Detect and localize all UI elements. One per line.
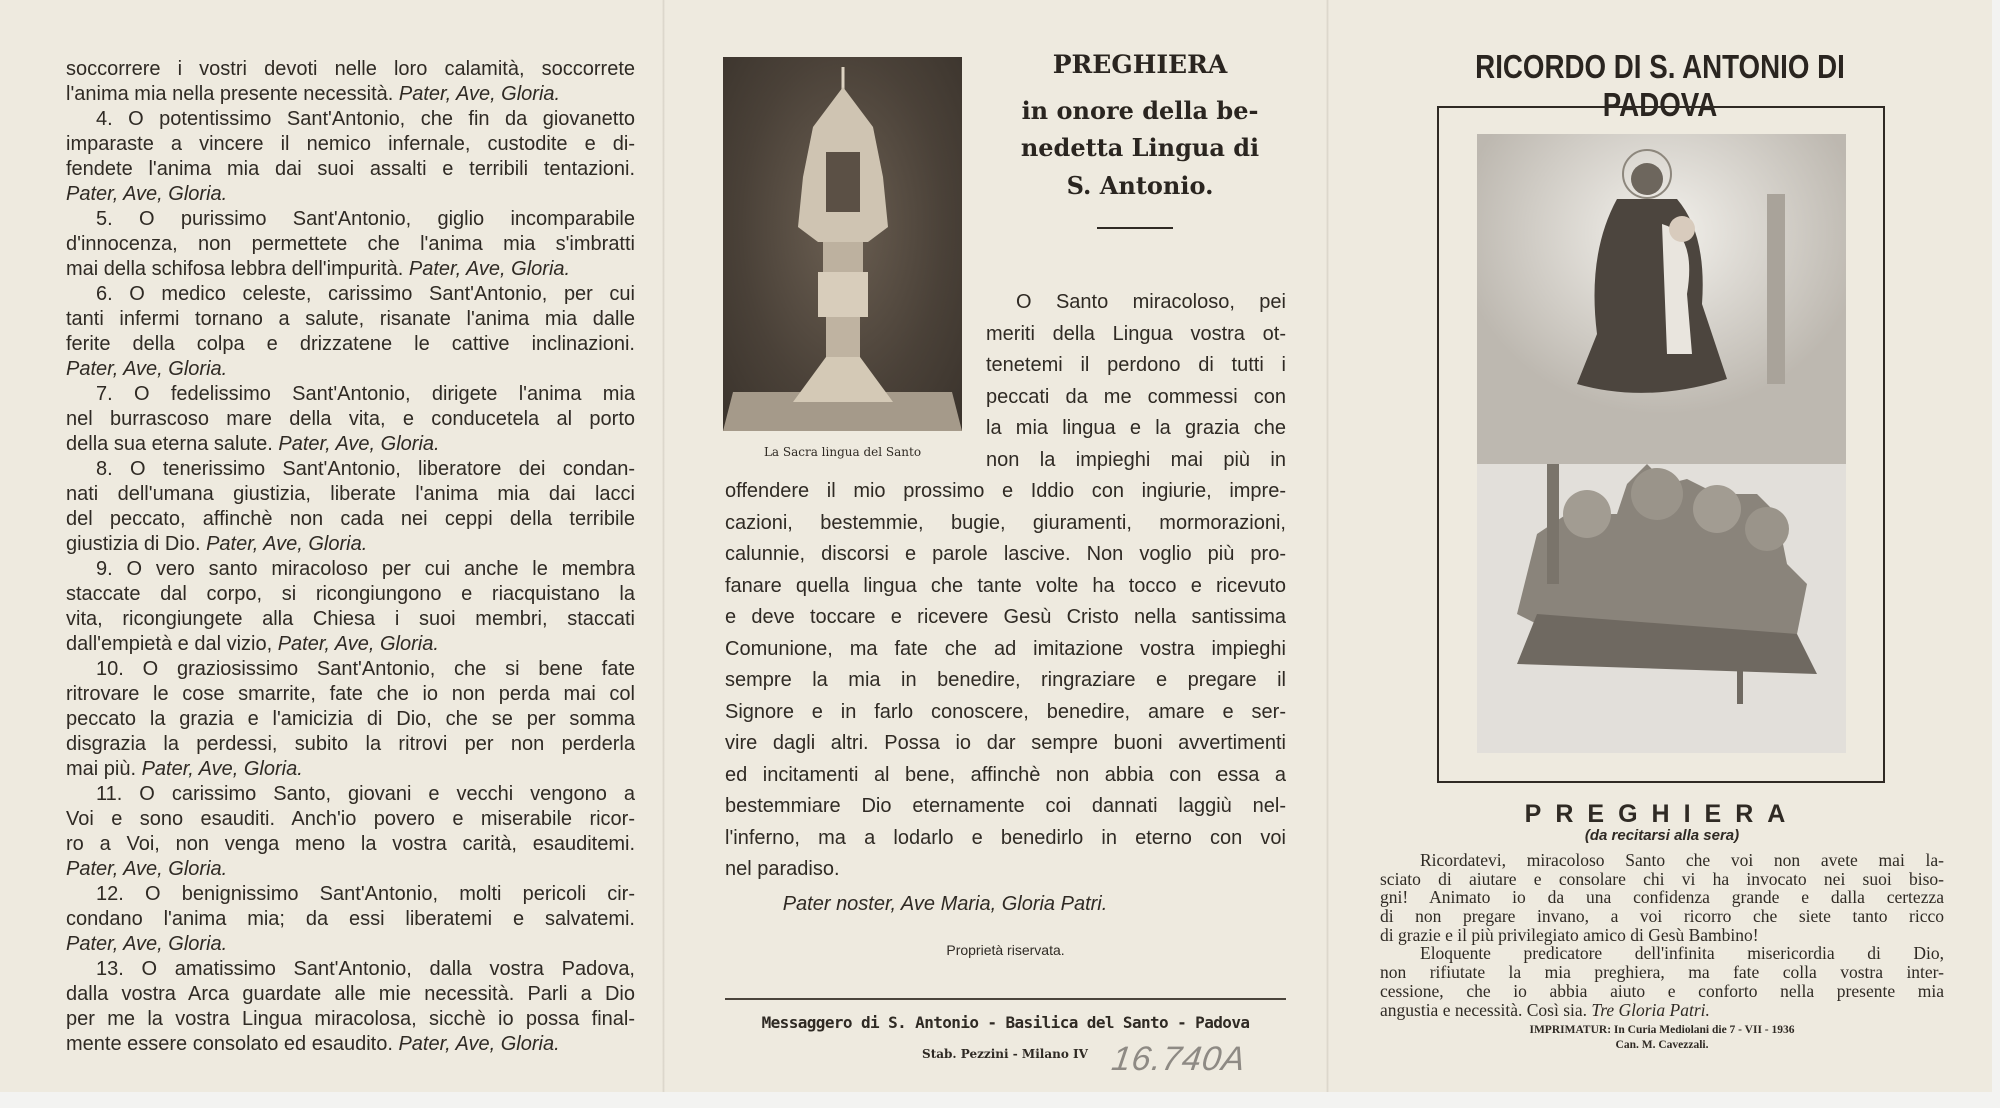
text-line: calunnie, discorsi e parole lascive. Non voglio più pro-	[725, 543, 1286, 565]
line-text: peccato la grazia e l'amicizia di Dio, che se per somma	[66, 708, 635, 730]
line-text: vita, ricongiungete alla Chiesa i suoi membri, staccati	[66, 608, 635, 630]
line-text: ro a Voi, non venga meno la vostra carità, esauditemi.	[66, 833, 635, 855]
text-line	[66, 132, 635, 157]
closing-prayer: Pater noster, Ave Maria, Gloria Patri.	[782, 893, 1108, 915]
line-text: 7. O fedelissimo Sant'Antonio, dirigete l'anima mia	[96, 383, 635, 405]
line-text: 5. O purissimo Sant'Antonio, giglio incomparabile	[96, 208, 635, 230]
printer: Stab. Pezzini - Milano IV	[922, 1047, 1088, 1061]
middle-heading-line: in onore della be-	[1021, 96, 1259, 125]
text-line	[66, 757, 635, 782]
text-line	[66, 732, 635, 757]
text-line	[66, 382, 635, 407]
line-text: Voi e sono esauditi. Anch'io povero e miserabile ricor-	[66, 808, 635, 830]
line-text: del peccato, affinchè non cada nei ceppi della terribile	[66, 508, 635, 530]
text-line	[1380, 963, 1944, 982]
line-italic-text: Pater, Ave, Gloria.	[66, 858, 228, 880]
text-line	[66, 457, 635, 482]
line-text: 13. O amatissimo Sant'Antonio, dalla vostra Padova,	[96, 958, 635, 980]
line-text: mai più.	[66, 758, 142, 780]
text-line: ed incitamenti al bene, affinchè non abbia con essa a	[725, 763, 1286, 786]
line-text: dall'empietà e dal vizio,	[66, 633, 278, 655]
text-line	[66, 1007, 635, 1032]
line-text: soccorrere i vostri devoti nelle loro calamità, soccorrete	[66, 58, 635, 80]
text-line: bestemmiare Dio eternamente coi dannati laggiù nel-	[725, 795, 1286, 817]
text-line	[66, 557, 635, 582]
line-text: cessione, che io abbia aiuto e conforto nella presente mia	[1380, 980, 1944, 1001]
text-line: tenetemi il perdono di tutti i	[986, 354, 1286, 376]
text-line	[1380, 982, 1944, 1001]
line-italic-text: Pater, Ave, Gloria.	[408, 258, 571, 280]
text-line	[66, 957, 635, 982]
middle-prayer-narrow	[986, 287, 1286, 476]
text-line: O Santo miracoloso, pei	[1016, 291, 1286, 313]
text-line: offendere il mio prossimo e Iddio con ingiurie, impre-	[725, 480, 1286, 502]
line-text: dalla vostra Arca guardate alle mie necessità. Parli a Dio	[66, 983, 635, 1005]
rights-notice: Proprietà riservata.	[946, 942, 1065, 958]
text-line	[66, 807, 635, 832]
text-line	[66, 482, 635, 507]
line-text: imparaste a vincere il nemico infernale, custodite e di-	[66, 133, 635, 155]
text-line: peccati da me commessi con	[986, 385, 1286, 408]
line-italic-text: Pater, Ave, Gloria.	[398, 1033, 560, 1055]
line-text: Eloquente predicatore dell'infinita misericordia di Dio,	[1420, 943, 1944, 964]
text-line	[66, 1032, 635, 1057]
text-line: non la impieghi mai più in	[986, 448, 1286, 471]
text-line	[1380, 944, 1944, 963]
line-italic-text: Pater, Ave, Gloria.	[278, 433, 440, 455]
line-text: staccate dal corpo, si ricongiungono e riacquistano la	[66, 583, 635, 605]
line-text: ritrovare le cose smarrite, fate che io non perda mai col	[66, 683, 635, 705]
text-line	[66, 257, 635, 282]
text-line	[66, 57, 635, 82]
evening-prayer-subtitle: (da recitarsi alla sera)	[1584, 827, 1740, 844]
middle-heading-title: PREGHIERA	[1052, 50, 1228, 79]
saint-anthony-picture	[1477, 134, 1846, 753]
evening-prayer-text	[1380, 851, 1944, 1019]
line-text: della sua eterna salute.	[66, 433, 279, 455]
line-text: 10. O graziosissimo Sant'Antonio, che si bene fate	[96, 658, 635, 680]
line-text: 4. O potentissimo Sant'Antonio, che fin da giovanetto	[96, 108, 635, 130]
line-text: di grazie e il più privilegiato amico di Gesù Bambino!	[1380, 924, 1759, 945]
text-line	[66, 907, 635, 932]
text-line	[66, 857, 635, 882]
text-line	[66, 932, 635, 957]
text-line	[66, 207, 635, 232]
middle-prayer-wide	[725, 476, 1286, 886]
text-line	[66, 882, 635, 907]
line-italic-text: Tre Gloria Patri.	[1591, 999, 1710, 1020]
imprimatur-signature: Can. M. Cavezzali.	[1615, 1039, 1709, 1051]
line-text: fendete l'anima mia dai suoi assalti e terribili tentazioni.	[66, 158, 635, 180]
line-text: Ricordatevi, miracoloso Santo che voi non avete mai la-	[1420, 850, 1944, 870]
text-line	[66, 432, 635, 457]
text-line: sempre la mia in benedire, ringraziare e pregare il	[725, 669, 1286, 691]
text-line	[66, 707, 635, 732]
line-text: 6. O medico celeste, carissimo Sant'Antonio, per cui	[96, 283, 635, 305]
line-text: mai della schifosa lebbra dell'impurità.	[66, 258, 409, 280]
text-line	[66, 82, 635, 107]
footer-rule	[725, 998, 1286, 1000]
line-italic-text: Pater, Ave, Gloria.	[66, 358, 228, 380]
text-line	[66, 157, 635, 182]
text-line	[66, 332, 635, 357]
line-text: mente essere consolato ed esaudito.	[66, 1033, 399, 1055]
text-line	[66, 357, 635, 382]
line-text: per me la vostra Lingua miracolosa, sicchè io possa final-	[66, 1008, 635, 1030]
imprimatur: IMPRIMATUR: In Curia Mediolani die 7 - VII - 1936	[1529, 1024, 1795, 1036]
middle-heading-line: S. Antonio.	[1066, 171, 1214, 200]
line-text: angustia e necessità. Così sia.	[1380, 999, 1592, 1020]
text-line: la mia lingua e la grazia che	[986, 417, 1286, 439]
text-line	[66, 782, 635, 807]
text-line	[66, 182, 635, 207]
fold-line	[1326, 0, 1329, 1092]
line-text: giustizia di Dio.	[66, 533, 207, 555]
line-text: di non pregare invano, a voi ricorro che siete tanto ricco	[1380, 906, 1944, 927]
text-line	[66, 407, 635, 432]
text-line	[1380, 907, 1944, 926]
text-line	[66, 107, 635, 132]
saint-and-basilica-image	[1477, 134, 1846, 753]
text-line	[1380, 851, 1944, 870]
reliquary-image	[723, 57, 962, 431]
line-text: condano l'anima mia; da essi liberatemi e salvatemi.	[66, 908, 635, 930]
text-line	[1380, 926, 1944, 945]
line-text: nel burrascoso mare della vita, e conducetela al porto	[66, 408, 635, 430]
line-text: ferite della colpa e drizzatene le cattive inclinazioni.	[66, 333, 635, 355]
photo-caption: La Sacra lingua del Santo	[763, 445, 922, 459]
text-line: fanare quella lingua che tante volte ha tocco e ricevuto	[725, 574, 1286, 597]
text-line	[66, 982, 635, 1007]
text-line	[66, 832, 635, 857]
text-line: nel paradiso.	[725, 858, 840, 880]
line-text: tanti infermi tornano a salute, risanate l'anima mia dalle	[66, 308, 635, 330]
line-text: l'anima mia nella presente necessità.	[66, 83, 399, 105]
text-line	[66, 307, 635, 332]
line-italic-text: Pater, Ave, Gloria.	[398, 83, 561, 105]
text-line	[66, 607, 635, 632]
text-line	[1380, 1001, 1944, 1020]
line-text: d'innocenza, non permettete che l'anima mia s'imbratti	[66, 233, 635, 255]
text-line: Signore e in farlo conoscere, benedire, amare e ser-	[725, 700, 1286, 723]
text-line: vire dagli altri. Possa io dar sempre buoni avvertimenti	[725, 732, 1286, 754]
line-text: 9. O vero santo miracoloso per cui anche le membra	[96, 558, 635, 580]
line-text: 8. O tenerissimo Sant'Antonio, liberatore dei condan-	[96, 458, 635, 480]
line-text: 12. O benignissimo Sant'Antonio, molti pericoli cir-	[96, 883, 635, 905]
line-text: nati dell'umana giustizia, liberate l'anima mia dai lacci	[66, 483, 635, 505]
text-line: meriti della Lingua vostra ot-	[986, 322, 1286, 345]
text-line	[66, 582, 635, 607]
text-line	[66, 632, 635, 657]
middle-heading-line: nedetta Lingua di	[1020, 133, 1260, 162]
relic-photo	[723, 57, 962, 431]
line-italic-text: Pater, Ave, Gloria.	[66, 183, 228, 205]
text-line	[66, 507, 635, 532]
text-line	[66, 657, 635, 682]
text-line: e deve toccare e ricevere Gesù Cristo nella santissima	[725, 606, 1286, 628]
line-text: gni! Animato io da una confidenza grande e dalla certezza	[1380, 887, 1944, 908]
line-text: non rifiutate la mia preghiera, ma fate colla vostra inter-	[1380, 962, 1944, 983]
heading-rule	[1097, 227, 1173, 229]
text-line	[66, 682, 635, 707]
line-italic-text: Pater, Ave, Gloria.	[141, 758, 303, 780]
left-panel-prayers	[66, 57, 635, 1057]
text-line	[1380, 870, 1944, 889]
line-text: sciato di aiutare e consolare chi vi ha invocato nei suoi biso-	[1380, 868, 1944, 889]
line-italic-text: Pater, Ave, Gloria.	[277, 633, 439, 655]
text-line	[1380, 888, 1944, 907]
text-line	[66, 282, 635, 307]
handwritten-number: 16.740A	[1109, 1040, 1249, 1078]
line-text: disgrazia la perdessi, subito la ritrovi per non perderla	[66, 733, 635, 755]
publisher: Messaggero di S. Antonio - Basilica del Santo - Padova	[761, 1013, 1250, 1032]
leaflet-title: RICORDO DI S. ANTONIO DI PADOVA	[1475, 48, 1845, 123]
evening-prayer-title: PREGHIERA	[1524, 800, 1800, 828]
text-line	[66, 532, 635, 557]
line-italic-text: Pater, Ave, Gloria.	[206, 533, 368, 555]
line-italic-text: Pater, Ave, Gloria.	[66, 933, 228, 955]
line-text: 11. O carissimo Santo, giovani e vecchi vengono a	[96, 783, 635, 805]
fold-line	[662, 0, 665, 1092]
text-line: Comunione, ma fate che ad imitazione vostra impieghi	[725, 637, 1286, 660]
text-line: l'inferno, ma a lodarlo e benedirlo in eterno con voi	[725, 826, 1286, 849]
text-line: cazioni, bestemmie, bugie, giuramenti, mormorazioni,	[725, 511, 1286, 534]
text-line	[66, 232, 635, 257]
